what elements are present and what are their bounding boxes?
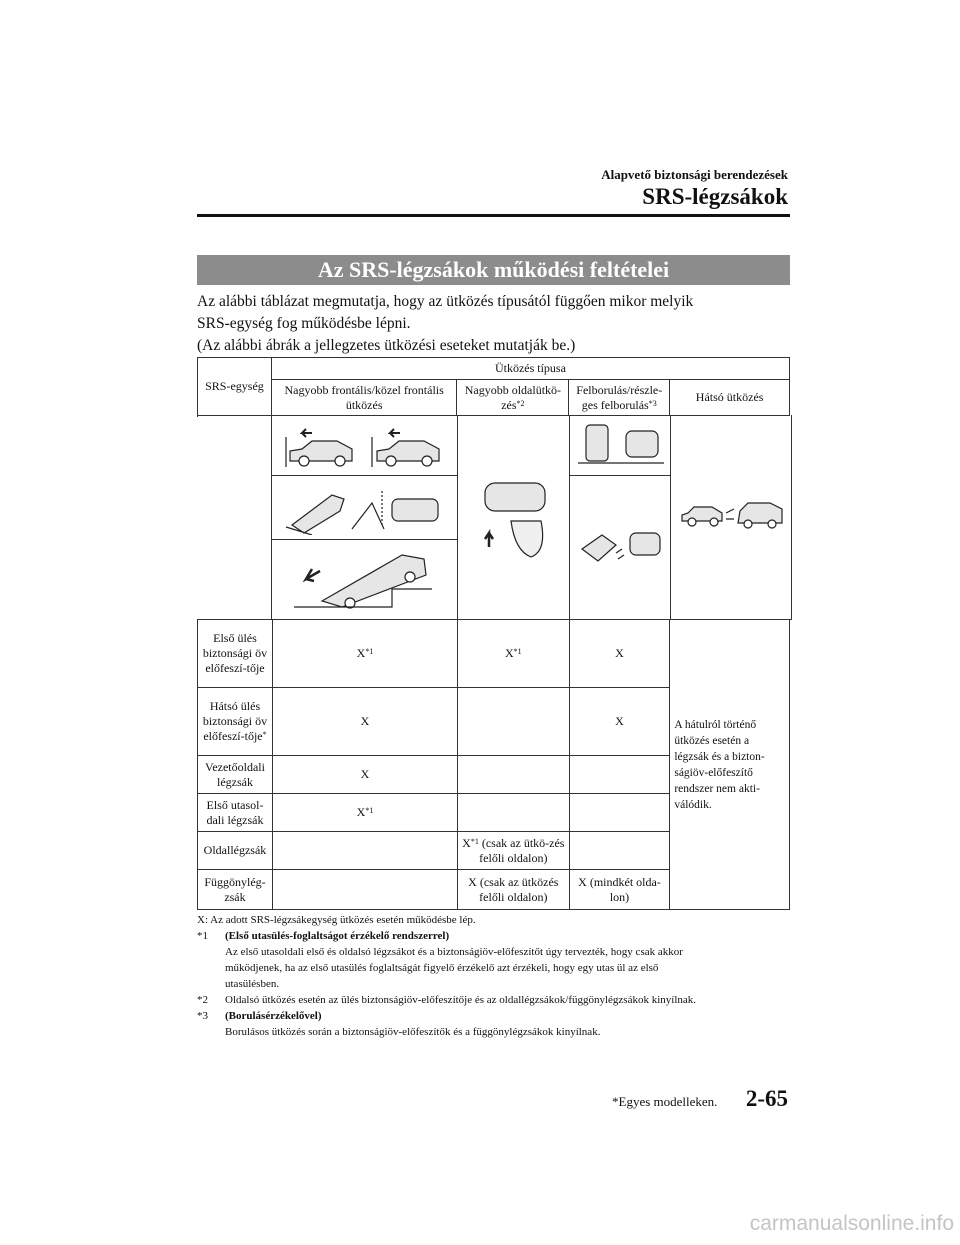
cell-rollover: X (mindkét olda-lon) bbox=[569, 870, 670, 910]
row-label: Oldallégzsák bbox=[198, 832, 273, 870]
row-label: Hátsó ülés biztonsági öv előfeszí-tője* bbox=[198, 688, 273, 756]
cell-front bbox=[272, 870, 457, 910]
partial-rollover-illustration bbox=[576, 519, 666, 569]
intro-line: (Az alábbi ábrák a jellegzetes ütközési eseteket mutatják be.) bbox=[197, 337, 576, 354]
footnote-1-line: Az első utasoldali első és oldalsó légzsákot és a biztonságiöv-előfeszítőt úgy tervezték, hogy csak akkor bbox=[225, 946, 683, 958]
offset-collision-illustration bbox=[282, 481, 452, 535]
cell-front: $X^{*1}$ bbox=[272, 620, 457, 688]
col-header-rollover: Felborulás/részle-ges felborulás$^{*3}$ bbox=[569, 380, 670, 416]
rear-collision-illustration bbox=[678, 497, 786, 531]
cell-front: X bbox=[272, 756, 457, 794]
rear-collision-note: A hátulról történő ütközés esetén a légzsák és a bizton-ságiöv-előfeszítő rendszer nem akti-válódik. bbox=[670, 620, 790, 910]
header-rule bbox=[197, 214, 790, 217]
cell-rollover: X bbox=[569, 688, 670, 756]
cell-side bbox=[458, 688, 570, 756]
footnote-3: *3 (Borulásérzékelővel) bbox=[197, 1010, 322, 1022]
col-header-front: Nagyobb frontális/közel frontális ütközés bbox=[271, 380, 457, 416]
steep-front-illustration bbox=[292, 545, 442, 613]
row-label: Első utasol-dali légzsák bbox=[198, 794, 273, 832]
footnote-3-line: Borulásos ütközés során a biztonságiöv-előfeszítők és a függönylégzsákok kinyílnak. bbox=[225, 1026, 601, 1038]
section-header: Alapvető biztonsági berendezések bbox=[601, 167, 788, 182]
footnote-1: *1 (Első utasülés-foglaltságot érzékelő rendszerrel) bbox=[197, 930, 450, 942]
cell-front: X bbox=[272, 688, 457, 756]
cell-side: X (csak az ütközés felőli oldalon) bbox=[458, 870, 570, 910]
row-label: Függönylég-zsák bbox=[198, 870, 273, 910]
cell-side: $X^{*1}$ bbox=[458, 620, 570, 688]
side-collision-illustration bbox=[471, 477, 557, 561]
table-row bbox=[198, 620, 790, 688]
footnote-1-line: utasülésben. bbox=[225, 978, 280, 990]
intro-line: SRS-egység fog működésbe lépni. bbox=[197, 315, 411, 332]
footnote-2: *2 Oldalsó ütközés esetén az ülés biztonságiöv-előfeszítője és az oldallégzsákok/függönylégzsákok kinyílnak. bbox=[197, 994, 697, 1006]
intro-text bbox=[197, 291, 797, 357]
col-header-side: Nagyobb oldalütkö-zés$^{*2}$ bbox=[457, 380, 569, 416]
cell-front bbox=[272, 832, 457, 870]
footnote-1-line: működjenek, ha az első utasülés foglaltságát figyelő érzékelő azt érzékeli, hogy egy utas ül az első bbox=[225, 962, 659, 974]
col-header-rear: Hátsó ütközés bbox=[670, 380, 790, 416]
section-banner: Az SRS-légzsákok működési feltételei bbox=[197, 255, 790, 285]
watermark: carmanualsonline.info bbox=[749, 1212, 954, 1235]
footnotes bbox=[197, 912, 797, 1040]
cell-rollover bbox=[569, 756, 670, 794]
illustration-block bbox=[271, 415, 792, 620]
unit-header: SRS-egység bbox=[198, 358, 272, 416]
type-header: Ütközés típusa bbox=[271, 358, 789, 380]
cell-rollover: X bbox=[569, 620, 670, 688]
cell-side bbox=[458, 756, 570, 794]
cell-rollover bbox=[569, 832, 670, 870]
page-number: 2-65 bbox=[745, 1086, 788, 1111]
front-collision-illustration bbox=[282, 423, 452, 471]
intro-line: Az alábbi táblázat megmutatja, hogy az ütközés típusától függően mikor melyik bbox=[197, 293, 694, 310]
cell-side: $X^{*1}$ (csak az ütkö-zés felőli oldalon) bbox=[458, 832, 570, 870]
cell-front: $X^{*1}$ bbox=[272, 794, 457, 832]
airbag-rows-table bbox=[197, 619, 790, 910]
cell-rollover bbox=[569, 794, 670, 832]
row-label: Vezetőoldali légzsák bbox=[198, 756, 273, 794]
models-note: *Egyes modelleken. bbox=[612, 1094, 718, 1109]
row-label: Első ülés biztonsági öv előfeszí-tője bbox=[198, 620, 273, 688]
legend-note: X: Az adott SRS-légzsákegység ütközés esetén működésbe lép. bbox=[197, 914, 476, 926]
page-title: SRS-légzsákok bbox=[642, 184, 788, 209]
airbag-table bbox=[197, 357, 790, 416]
rollover-illustration bbox=[576, 421, 666, 469]
cell-side bbox=[458, 794, 570, 832]
